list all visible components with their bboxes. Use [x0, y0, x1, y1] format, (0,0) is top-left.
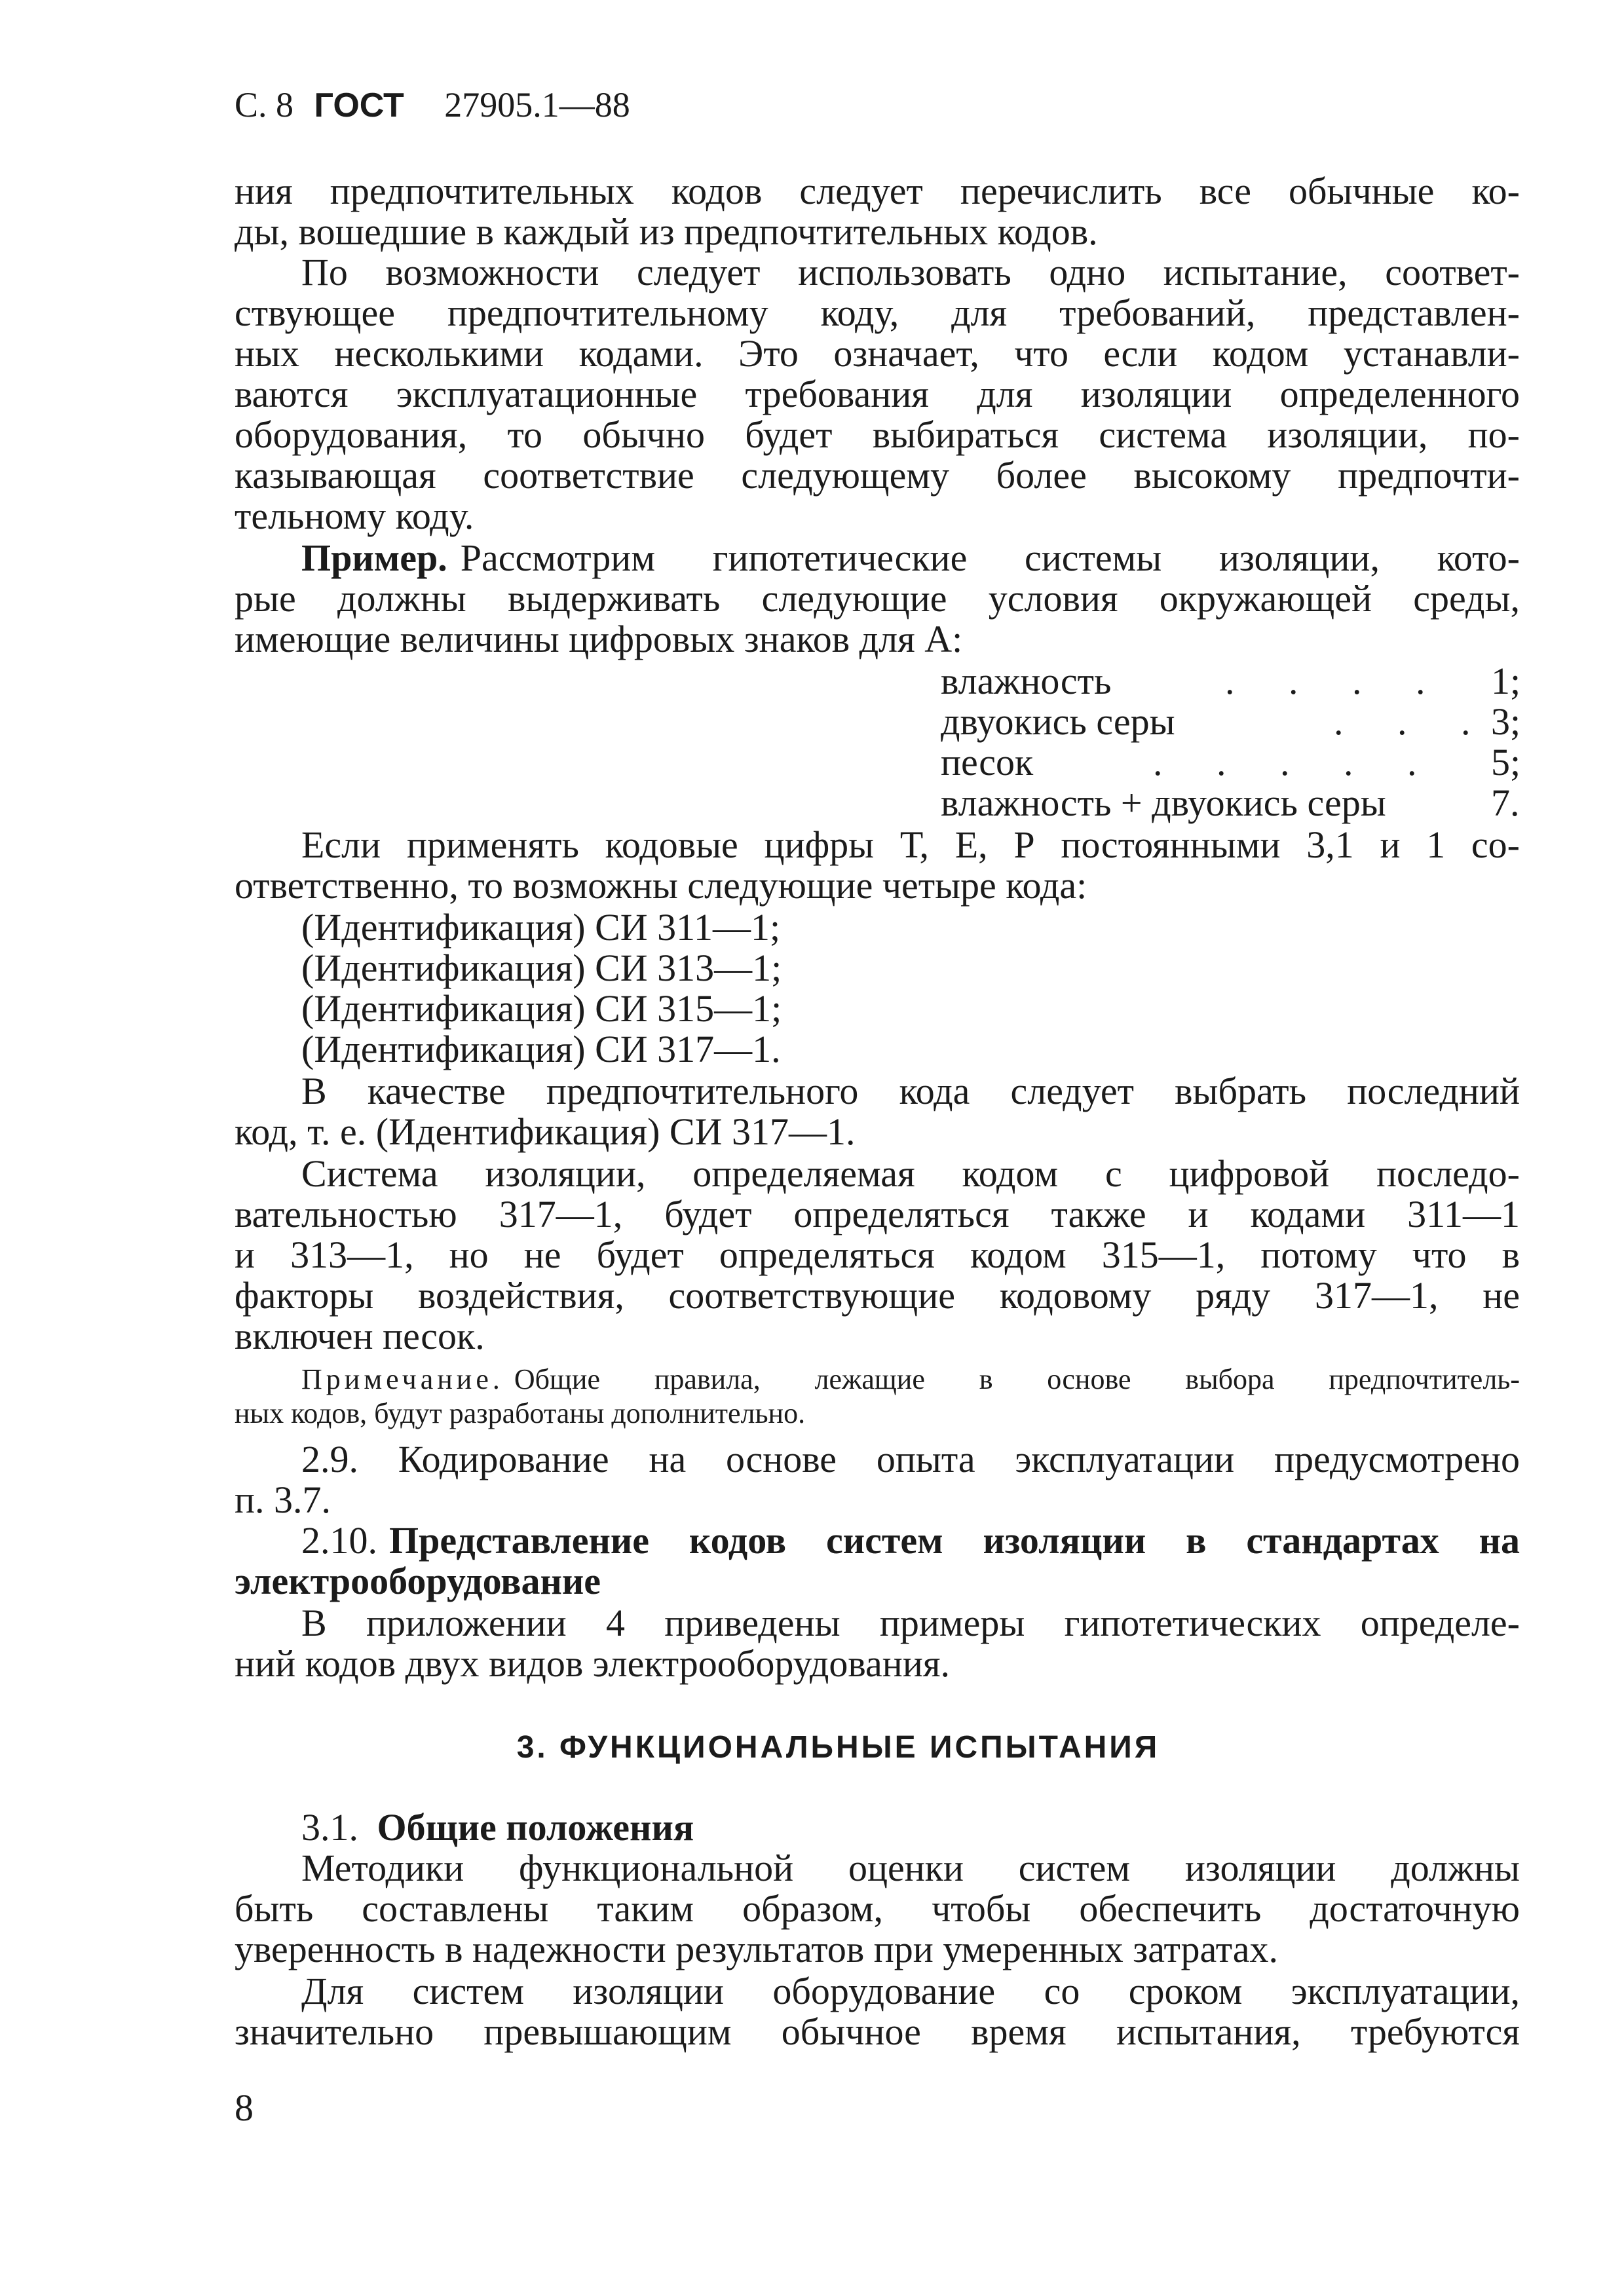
- note-text: Общие правила, лежащие в основе выбора предпочтитель-: [514, 1363, 1520, 1395]
- header-page-ref: С. 8: [235, 85, 294, 124]
- condition-dots: . . .: [1334, 700, 1493, 743]
- condition-value: 5;: [1491, 741, 1521, 783]
- paragraph-line: По возможности следует использовать одно испытание, соответ-: [301, 251, 1520, 293]
- page-number: 8: [235, 2086, 254, 2129]
- paragraph-line: Если применять кодовые цифры Т, Е, Р постоянными 3,1 и 1 со-: [301, 823, 1520, 866]
- clause-title: Представление кодов систем изоляции в стандартах на: [389, 1519, 1520, 1562]
- paragraph-line: быть составлены таким образом, чтобы обеспечить достаточную: [235, 1887, 1520, 1930]
- paragraph-line: ствующее предпочтительному коду, для требований, представлен-: [235, 292, 1520, 334]
- paragraph-line: вательностью 317—1, будет определяться также и кодами 311—1: [235, 1193, 1520, 1235]
- example-line: [301, 537, 1520, 579]
- paragraph-line: включен песок.: [235, 1315, 485, 1357]
- condition-value: 7.: [1491, 781, 1520, 824]
- paragraph-line: Для систем изоляции оборудование со сроком эксплуатации,: [301, 1970, 1520, 2012]
- paragraph-line: уверенность в надежности результатов при умеренных затратах.: [235, 1928, 1279, 1970]
- header-standard-number: 27905.1—88: [444, 85, 630, 124]
- subsection-number: 3.1.: [301, 1806, 358, 1849]
- condition-name: двуокись серы: [941, 700, 1175, 743]
- paragraph-line: код, т. е. (Идентификация) СИ 317—1.: [235, 1110, 856, 1153]
- condition-value: 1;: [1491, 660, 1521, 702]
- paragraph-line: ний кодов двух видов электрооборудования.: [235, 1642, 951, 1685]
- paragraph-line: рые должны выдерживать следующие условия окружающей среды,: [235, 577, 1520, 620]
- paragraph-line: ния предпочтительных кодов следует перечислить все обычные ко-: [235, 170, 1520, 212]
- paragraph-line: значительно превышающим обычное время испытания, требуются: [235, 2010, 1520, 2053]
- condition-value: 3;: [1491, 700, 1521, 743]
- clause-number: 2.10.: [301, 1519, 377, 1562]
- condition-dots: . . . . .: [1153, 741, 1439, 783]
- clause-title-cont: электрооборудование: [235, 1560, 601, 1602]
- subsection-title: Общие положения: [377, 1806, 694, 1849]
- code-item: (Идентификация) СИ 311—1;: [301, 906, 781, 949]
- subsection-heading: [301, 1807, 694, 1849]
- paragraph-line: казывающая соответствие следующему более высокому предпочти-: [235, 454, 1520, 497]
- code-item: (Идентификация) СИ 317—1.: [301, 1028, 781, 1070]
- paragraph-line: факторы воздействия, соответствующие кодовому ряду 317—1, не: [235, 1274, 1520, 1317]
- note-line: [301, 1363, 1520, 1397]
- paragraph-line: ваются эксплуатационные требования для изоляции определенного: [235, 373, 1520, 415]
- note-line: ных кодов, будут разработаны дополнительно.: [235, 1397, 806, 1429]
- clause-2-9-line: п. 3.7.: [235, 1478, 331, 1521]
- clause-2-9-line: 2.9. Кодирование на основе опыта эксплуатации предусмотрено: [301, 1438, 1520, 1480]
- paragraph-line: ных несколькими кодами. Это означает, что если кодом устанавли-: [235, 332, 1520, 375]
- paragraph-line: тельному коду.: [235, 495, 474, 537]
- page-header: [235, 84, 630, 126]
- code-item: (Идентификация) СИ 313—1;: [301, 947, 782, 989]
- paragraph-line: В приложении 4 приведены примеры гипотетических определе-: [301, 1602, 1520, 1644]
- code-item: (Идентификация) СИ 315—1;: [301, 987, 782, 1030]
- example-text: Рассмотрим гипотетические системы изоляции, кото-: [460, 536, 1520, 579]
- clause-2-10-heading: [301, 1520, 1520, 1562]
- section-heading: 3. ФУНКЦИОНАЛЬНЫЕ ИСПЫТАНИЯ: [516, 1730, 1160, 1765]
- condition-name: влажность: [941, 660, 1112, 702]
- header-gost-label: ГОСТ: [314, 86, 404, 124]
- example-label: Пример.: [301, 536, 447, 579]
- paragraph-line: ды, вошедшие в каждый из предпочтительных кодов.: [235, 210, 1098, 253]
- paragraph-line: Система изоляции, определяемая кодом с цифровой последо-: [301, 1152, 1520, 1195]
- note-label: Примечание.: [301, 1363, 504, 1395]
- paragraph-line: имеющие величины цифровых знаков для А:: [235, 618, 963, 660]
- condition-name: песок: [941, 741, 1034, 783]
- condition-dots: . . . .: [1225, 660, 1448, 702]
- paragraph-line: оборудования, то обычно будет выбираться система изоляции, по-: [235, 413, 1520, 456]
- paragraph-line: и 313—1, но не будет определяться кодом 315—1, потому что в: [235, 1233, 1520, 1276]
- paragraph-line: Методики функциональной оценки систем изоляции должны: [301, 1847, 1520, 1889]
- condition-name: влажность + двуокись серы: [941, 781, 1386, 824]
- paragraph-line: В качестве предпочтительного кода следует выбрать последний: [301, 1070, 1520, 1112]
- paragraph-line: ответственно, то возможны следующие четыре кода:: [235, 864, 1087, 907]
